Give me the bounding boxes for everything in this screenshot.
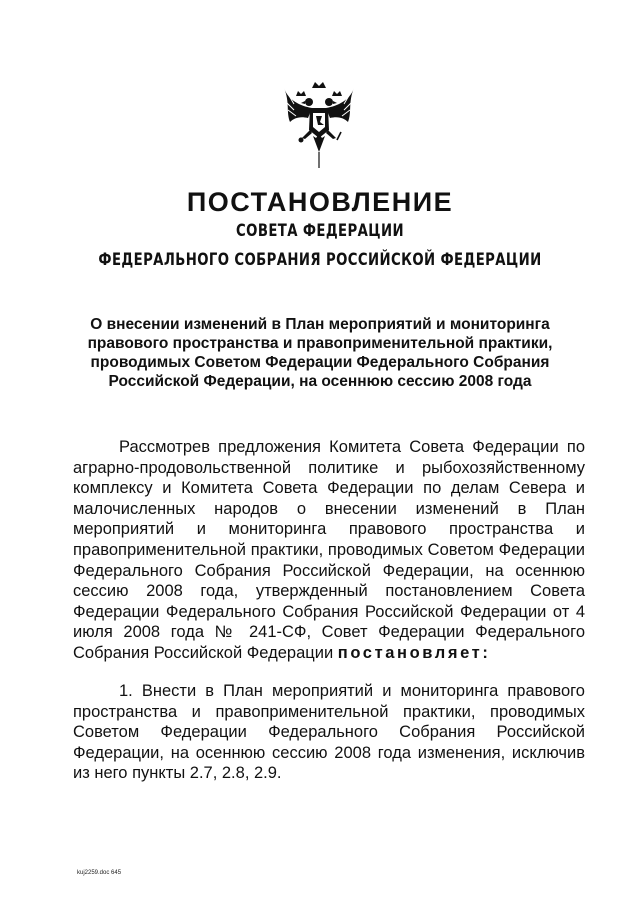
issuer-line-2: ФЕДЕРАЛЬНОГО СОБРАНИЯ РОССИЙСКОЙ ФЕДЕРАЦИИ [98,250,542,270]
resolves-colon: : [482,643,488,662]
russian-coat-of-arms-icon [282,78,356,170]
document-title: ПОСТАНОВЛЕНИЕ [186,187,454,217]
preamble-paragraph [73,437,585,664]
issuer-line-1: СОВЕТА ФЕДЕРАЦИИ [236,221,404,241]
resolution-subject: О внесении изменений в План мероприятий и мониторинга правового пространства и правоприменительной практики, проводимых Советом Федерации Федерального Собрания Российской Федерации, на осеннюю сессию 2008 года [87,316,553,390]
item-1-paragraph: 1. Внести в План мероприятий и мониторинга правового пространства и правоприменительной практики, проводимых Советом Федерации Федерального Собрания Российской Федерации, на осеннюю сессию 2008 года изменения, исключив из него пункты 2.7, 2.8, 2.9. [73,682,585,783]
resolves-word: постановляет [337,643,483,662]
preamble-text: Рассмотрев предложения Комитета Совета Федерации по аграрно-продовольственной политике и рыбохозяйственному комплексу и Комитета Совета Федерации по делам Севера и малочисленных народов о внесении изменений в План мероприятий и мониторинга правового пространства и правоприменительной практики, проводимых Советом Федерации Федерального Собрания Российской Федерации, на осеннюю сессию 2008 года, утвержденный постановлением Совета Федерации Федерального Собрания Российской Федерации от 4 июля 2008 года № 241-СФ, Совет Федерации Федерального Собрания Российской Федерации [73,438,585,662]
document-code: kuj2259.doc 645 [77,870,122,876]
